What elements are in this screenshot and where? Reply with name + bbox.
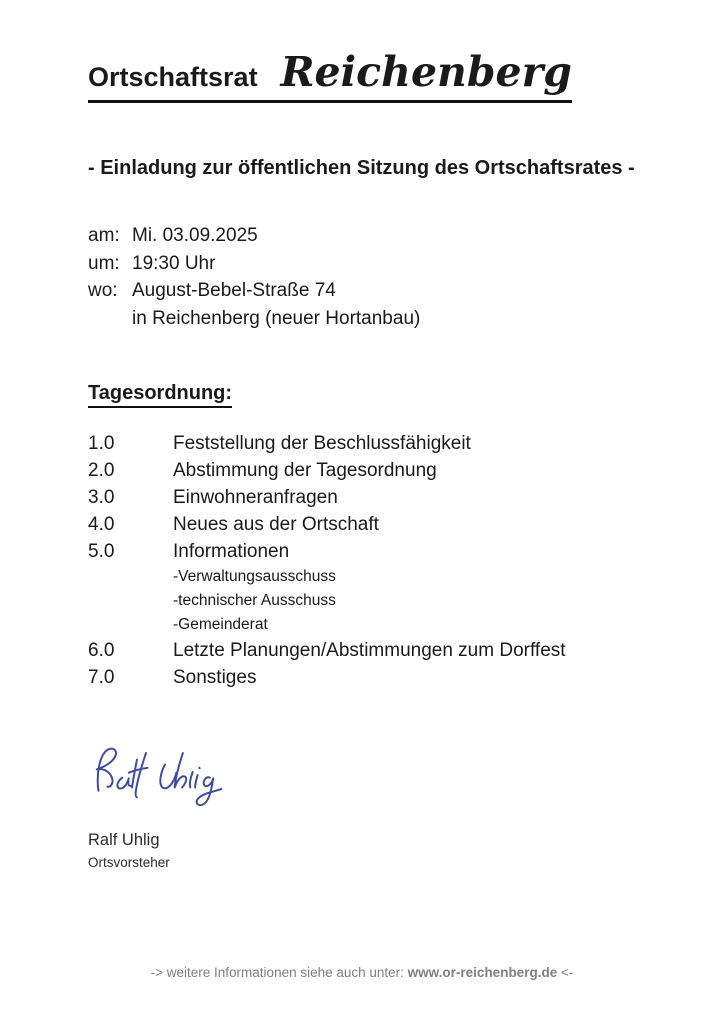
agenda-item-text: Feststellung der Beschlussfähigkeit [173, 433, 471, 454]
meeting-details [88, 222, 644, 332]
footer-note [0, 965, 724, 980]
title-organization: Ortschaftsrat [88, 62, 258, 92]
agenda-item-7 [88, 664, 644, 691]
signer-name: Ralf Uhlig [88, 831, 160, 849]
detail-label-am: am: [88, 225, 120, 246]
detail-row-date [88, 222, 644, 250]
agenda-item-number: 7.0 [88, 667, 115, 688]
agenda-item-text: Neues aus der Ortschaft [173, 514, 379, 535]
footer-text-prefix: -> weitere Informationen siehe auch unter: [150, 965, 408, 980]
agenda-item-number: 6.0 [88, 640, 115, 661]
agenda-list [88, 430, 644, 691]
agenda-subitem-3: -Gemeinderat [173, 616, 268, 633]
detail-value-address: August-Bebel-Straße 74 [132, 280, 336, 301]
detail-label-empty [88, 305, 132, 333]
agenda-item-3 [88, 484, 644, 511]
title-place-name: Reichenberg [280, 48, 572, 96]
agenda-item-6 [88, 637, 644, 664]
agenda-item-number: 4.0 [88, 514, 115, 535]
detail-row-place [88, 277, 644, 305]
agenda-item-text: Sonstiges [173, 667, 257, 688]
agenda-item-5 [88, 538, 644, 565]
agenda-item-2 [88, 457, 644, 484]
agenda-subitems [173, 565, 644, 637]
handwritten-signature-image [84, 735, 226, 817]
agenda-item-4 [88, 511, 644, 538]
agenda-heading: Tagesordnung: [88, 382, 232, 408]
document-title [88, 50, 572, 103]
footer-website-url: www.or-reichenberg.de [407, 965, 558, 980]
agenda-item-1 [88, 430, 644, 457]
detail-value-address-2: in Reichenberg (neuer Hortanbau) [132, 307, 421, 329]
detail-row-place-2 [88, 305, 644, 333]
agenda-subitem-2: -technischer Ausschuss [173, 592, 336, 609]
invitation-heading: - Einladung zur öffentlichen Sitzung des Ortschaftsrates - [88, 157, 635, 179]
detail-label-wo: wo: [88, 280, 118, 301]
detail-row-time [88, 250, 644, 278]
agenda-item-number: 5.0 [88, 541, 115, 562]
detail-value-time: 19:30 Uhr [132, 252, 216, 274]
detail-label-um: um: [88, 252, 120, 274]
footer-text-suffix: <- [557, 965, 574, 980]
signature-block [88, 735, 644, 870]
agenda-heading-wrap [88, 382, 644, 408]
detail-value-date: Mi. 03.09.2025 [132, 225, 258, 246]
agenda-item-text: Einwohneranfragen [173, 487, 338, 508]
agenda-item-text: Informationen [173, 541, 290, 562]
agenda-item-number: 3.0 [88, 487, 115, 508]
agenda-item-number: 1.0 [88, 433, 115, 454]
agenda-item-number: 2.0 [88, 460, 115, 481]
signer-role: Ortsvorsteher [88, 855, 170, 870]
agenda-item-text: Abstimmung der Tagesordnung [173, 460, 437, 481]
agenda-subitem-1: -Verwaltungsausschuss [173, 568, 336, 585]
agenda-item-text: Letzte Planungen/Abstimmungen zum Dorffest [173, 640, 566, 661]
